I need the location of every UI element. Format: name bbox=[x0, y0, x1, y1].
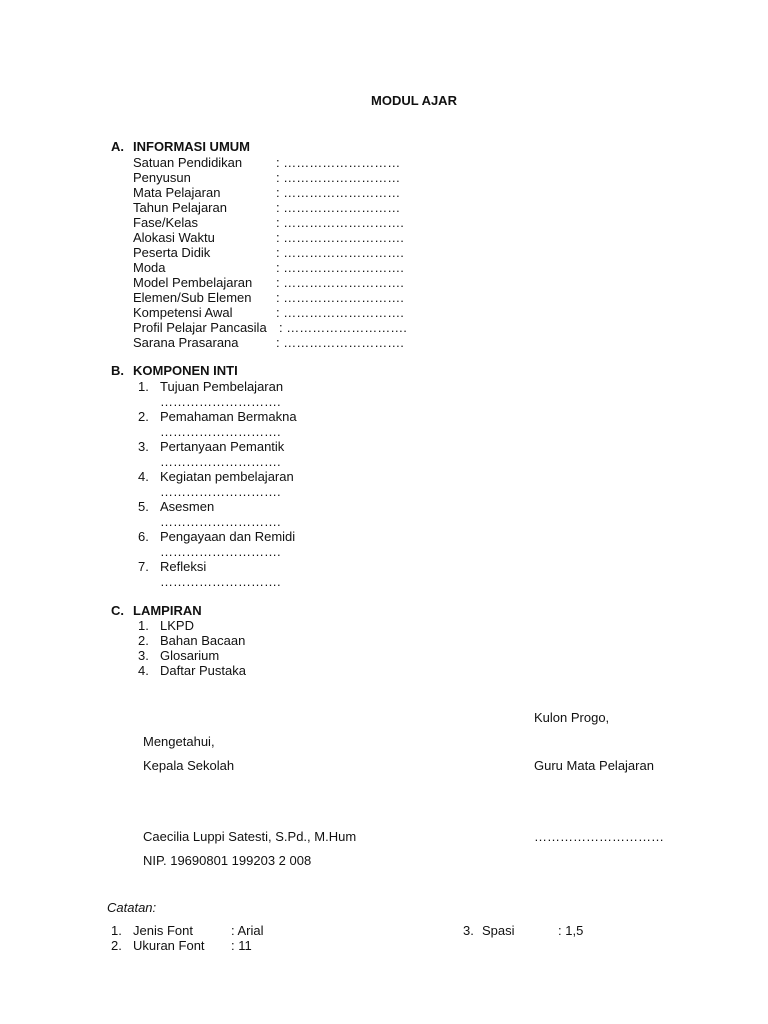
list-number: 4. bbox=[138, 469, 149, 484]
field-value: : ………………………. bbox=[279, 320, 407, 335]
document-title: MODUL AJAR bbox=[371, 93, 457, 108]
field-value: : ……………………… bbox=[276, 170, 401, 185]
list-number: 5. bbox=[138, 499, 149, 514]
signature-left-role: Kepala Sekolah bbox=[143, 758, 235, 773]
note-label: Jenis Font bbox=[133, 923, 193, 938]
field-label: Fase/Kelas bbox=[133, 215, 199, 230]
signature-acknowledged: Mengetahui, bbox=[143, 734, 215, 749]
list-number: 4. bbox=[138, 663, 149, 678]
list-item-label: Refleksi bbox=[160, 559, 207, 574]
field-value: : ………………………. bbox=[276, 305, 404, 320]
signature-right-name: ………………………… bbox=[534, 829, 664, 844]
field-value: : ………………………. bbox=[276, 260, 404, 275]
note-number: 3. bbox=[463, 923, 474, 938]
list-item-dots: ………………………. bbox=[160, 454, 281, 469]
field-value: : ………………………. bbox=[276, 245, 404, 260]
list-item-dots: ………………………. bbox=[160, 394, 281, 409]
list-item-label: Tujuan Pembelajaran bbox=[160, 379, 284, 394]
list-item-label: LKPD bbox=[160, 618, 194, 633]
field-value: : ………………………. bbox=[276, 230, 404, 245]
field-label: Satuan Pendidikan bbox=[133, 155, 243, 170]
note-label: Ukuran Font bbox=[133, 938, 205, 953]
note-number: 2. bbox=[111, 938, 122, 953]
field-label: Penyusun bbox=[133, 170, 191, 185]
section-c-heading: LAMPIRAN bbox=[133, 603, 202, 618]
field-label: Profil Pelajar Pancasila bbox=[133, 320, 267, 335]
note-value: : 1,5 bbox=[558, 923, 584, 938]
field-value: : ………………………. bbox=[276, 335, 404, 350]
field-label: Tahun Pelajaran bbox=[133, 200, 227, 215]
field-value: : ………………………. bbox=[276, 215, 404, 230]
list-number: 1. bbox=[138, 379, 149, 394]
list-item-label: Kegiatan pembelajaran bbox=[160, 469, 294, 484]
field-value: : ……………………… bbox=[276, 185, 401, 200]
list-item-dots: ………………………. bbox=[160, 544, 281, 559]
note-label: Spasi bbox=[482, 923, 515, 938]
field-value: : ………………………. bbox=[276, 290, 404, 305]
list-item-dots: ………………………. bbox=[160, 514, 281, 529]
list-item-label: Daftar Pustaka bbox=[160, 663, 246, 678]
list-item-label: Pemahaman Bermakna bbox=[160, 409, 297, 424]
field-value: : ……………………… bbox=[276, 155, 401, 170]
field-label: Kompetensi Awal bbox=[133, 305, 233, 320]
list-item-label: Asesmen bbox=[160, 499, 215, 514]
list-number: 6. bbox=[138, 529, 149, 544]
notes-heading: Catatan: bbox=[107, 900, 157, 915]
section-b-heading: KOMPONEN INTI bbox=[133, 363, 238, 378]
section-a-heading: INFORMASI UMUM bbox=[133, 139, 250, 154]
list-number: 2. bbox=[138, 633, 149, 648]
field-label: Moda bbox=[133, 260, 166, 275]
list-number: 7. bbox=[138, 559, 149, 574]
list-item-label: Glosarium bbox=[160, 648, 220, 663]
note-value: : Arial bbox=[231, 923, 264, 938]
note-value: : 11 bbox=[231, 938, 252, 953]
field-label: Sarana Prasarana bbox=[133, 335, 239, 350]
section-b-letter: B. bbox=[111, 363, 124, 378]
list-item-label: Pertanyaan Pemantik bbox=[160, 439, 285, 454]
list-number: 1. bbox=[138, 618, 149, 633]
field-label: Peserta Didik bbox=[133, 245, 211, 260]
field-label: Mata Pelajaran bbox=[133, 185, 221, 200]
field-label: Elemen/Sub Elemen bbox=[133, 290, 252, 305]
signature-place: Kulon Progo, bbox=[534, 710, 610, 725]
signature-right-role: Guru Mata Pelajaran bbox=[534, 758, 654, 773]
section-a-letter: A. bbox=[111, 139, 124, 154]
list-item-dots: ………………………. bbox=[160, 484, 281, 499]
signature-nip: NIP. 19690801 199203 2 008 bbox=[143, 853, 312, 868]
section-c-letter: C. bbox=[111, 603, 124, 618]
list-item-label: Pengayaan dan Remidi bbox=[160, 529, 296, 544]
list-item-dots: ………………………. bbox=[160, 424, 281, 439]
note-number: 1. bbox=[111, 923, 122, 938]
list-number: 2. bbox=[138, 409, 149, 424]
signature-left-name: Caecilia Luppi Satesti, S.Pd., M.Hum bbox=[143, 829, 357, 844]
list-item-label: Bahan Bacaan bbox=[160, 633, 246, 648]
list-number: 3. bbox=[138, 648, 149, 663]
list-item-dots: ………………………. bbox=[160, 574, 281, 589]
field-label: Alokasi Waktu bbox=[133, 230, 215, 245]
list-number: 3. bbox=[138, 439, 149, 454]
field-value: : ………………………. bbox=[276, 275, 404, 290]
field-value: : ……………………… bbox=[276, 200, 401, 215]
field-label: Model Pembelajaran bbox=[133, 275, 253, 290]
